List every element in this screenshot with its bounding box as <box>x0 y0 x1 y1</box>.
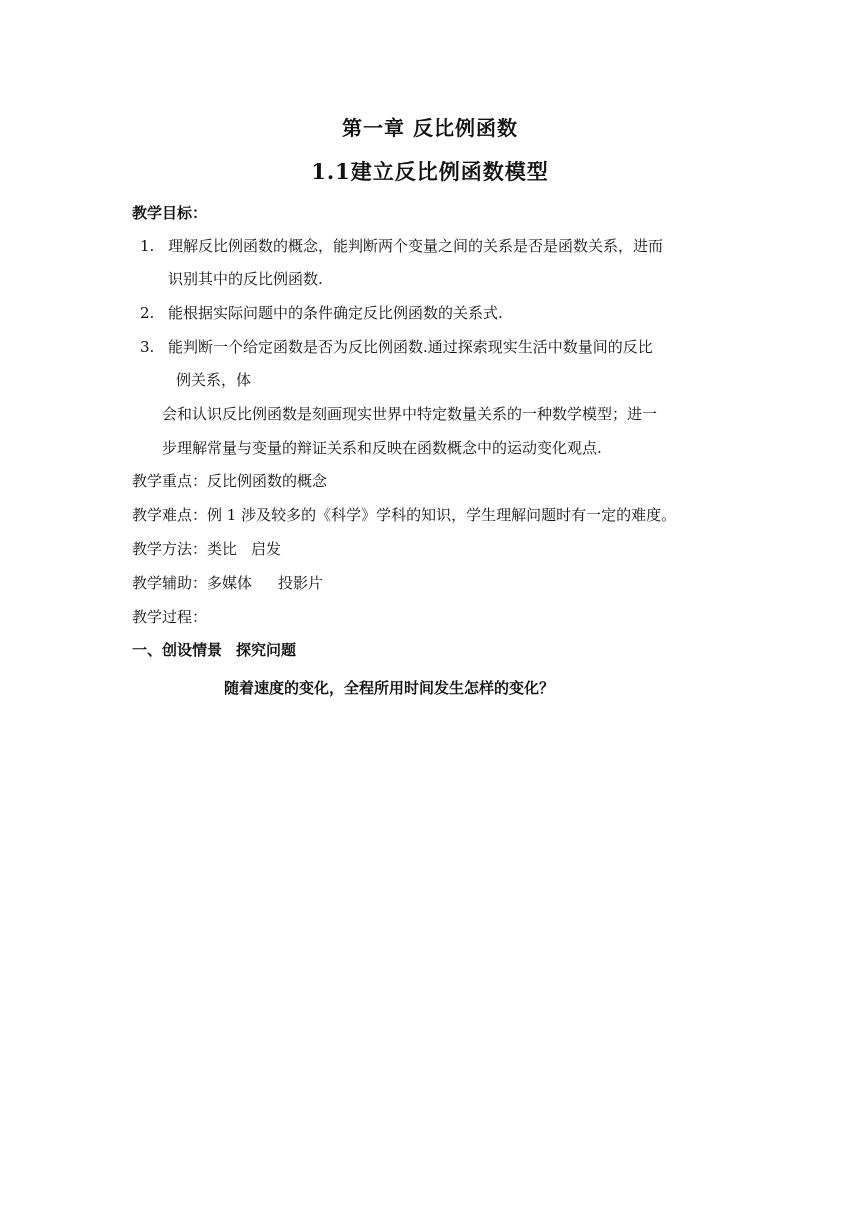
objectives-heading: 教学目标： <box>132 204 208 222</box>
process-heading: 教学过程： <box>132 608 208 626</box>
objective-number: 3. <box>140 338 155 356</box>
method-item: 类比 <box>207 540 238 558</box>
objective-item-1-continued: 识别其中的反比例函数. <box>168 270 323 288</box>
objective-item-3-continued: 步理解常量与变量的辩证关系和反映在函数概念中的运动变化观点. <box>162 439 602 457</box>
part-one-title: 一、创设情景 <box>132 641 223 659</box>
objective-number: 2. <box>140 304 155 322</box>
objective-item-3 <box>140 336 653 358</box>
aids-label: 教学辅助： <box>132 574 208 592</box>
teaching-method <box>132 538 281 560</box>
objective-item-2 <box>140 302 503 324</box>
key-point: 教学重点：反比例函数的概念 <box>132 472 328 490</box>
objective-item-1 <box>140 235 663 257</box>
method-label: 教学方法： <box>132 540 208 558</box>
method-item: 启发 <box>251 540 282 558</box>
section-title: 1.1建立反比例函数模型 <box>311 159 549 184</box>
part-one-heading <box>132 639 296 661</box>
objective-item-3-continued: 会和认识反比例函数是刻画现实世界中特定数量关系的一种数学模型；进一 <box>162 405 658 423</box>
teaching-aids <box>132 572 323 594</box>
objective-item-3-continued: 例关系，体 <box>176 371 252 389</box>
part-one-question: 随着速度的变化，全程所用时间发生怎样的变化？ <box>224 679 555 697</box>
objective-number: 1. <box>140 237 155 255</box>
chapter-title: 第一章 反比例函数 <box>342 116 518 140</box>
aids-item: 投影片 <box>278 574 324 592</box>
objective-text: 理解反比例函数的概念，能判断两个变量之间的关系是否是函数关系，进而 <box>168 237 664 255</box>
difficulty: 教学难点：例 1 涉及较多的《科学》学科的知识，学生理解问题时有一定的难度。 <box>132 506 677 524</box>
aids-item: 多媒体 <box>207 574 253 592</box>
objective-text: 能判断一个给定函数是否为反比例函数.通过探索现实生活中数量间的反比 <box>168 338 653 356</box>
part-one-subtitle: 探究问题 <box>236 641 297 659</box>
objective-text: 能根据实际问题中的条件确定反比例函数的关系式. <box>168 304 503 322</box>
